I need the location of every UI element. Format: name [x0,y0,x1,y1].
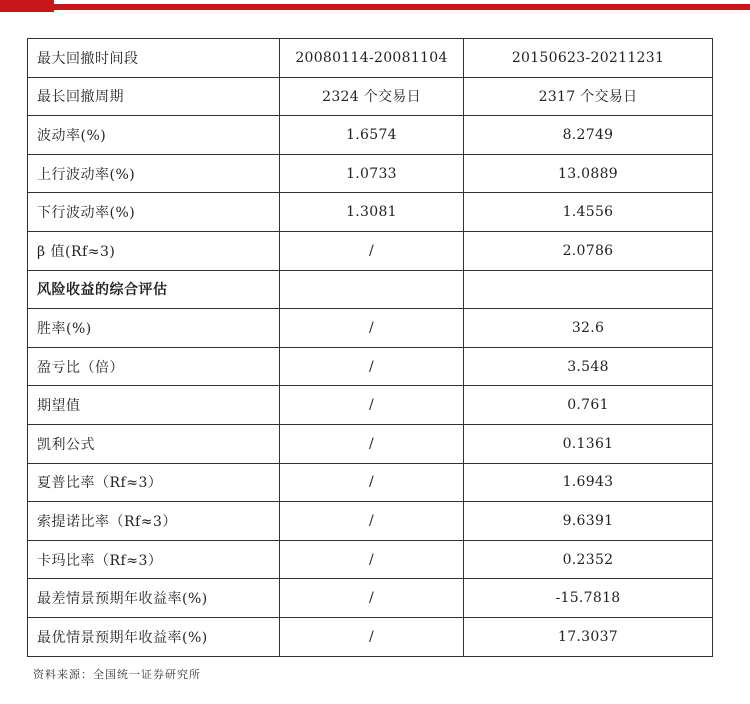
period-2-value: 20150623-20211231 [464,39,713,78]
period-1-value: 1.3081 [280,193,464,232]
period-1-value: / [280,347,464,386]
period-1-value: / [280,309,464,348]
table-row [28,617,713,656]
row-label: β 值(Rf≈3) [28,231,280,270]
period-2-value: 1.4556 [464,193,713,232]
row-label: 最优情景预期年收益率(%) [28,617,280,656]
period-1-value: 20080114-20081104 [280,39,464,78]
row-label: 期望值 [28,386,280,425]
period-1-value: / [280,463,464,502]
row-label: 胜率(%) [28,309,280,348]
table-row [28,540,713,579]
table-section-row [28,270,713,309]
row-label: 最差情景预期年收益率(%) [28,579,280,618]
period-2-value: -15.7818 [464,579,713,618]
period-2-value: 0.1361 [464,424,713,463]
row-label: 盈亏比（倍） [28,347,280,386]
period-2-value: 13.0889 [464,154,713,193]
table-row [28,309,713,348]
table-row [28,579,713,618]
row-label: 卡玛比率（Rf≈3） [28,540,280,579]
period-2-value: 8.2749 [464,116,713,155]
table-row [28,154,713,193]
period-1-value: / [280,502,464,541]
period-2-value: 1.6943 [464,463,713,502]
period-1-value: / [280,231,464,270]
period-2-value: 0.2352 [464,540,713,579]
row-label: 波动率(%) [28,116,280,155]
period-1-value: / [280,579,464,618]
period-1-value: / [280,386,464,425]
row-label: 风险收益的综合评估 [28,270,280,309]
period-1-value: / [280,617,464,656]
row-label: 下行波动率(%) [28,193,280,232]
table-row [28,77,713,116]
row-label: 夏普比率（Rf≈3） [28,463,280,502]
row-label: 凯利公式 [28,424,280,463]
table-row [28,502,713,541]
row-label: 索提诺比率（Rf≈3） [28,502,280,541]
table-row [28,347,713,386]
period-2-value: 0.761 [464,386,713,425]
table-row [28,231,713,270]
period-2-value: 2.0786 [464,231,713,270]
period-2-value: 32.6 [464,309,713,348]
period-1-value: 1.6574 [280,116,464,155]
metrics-table [27,38,713,657]
table-row [28,463,713,502]
period-1-value: / [280,540,464,579]
header-accent-bar [0,0,750,12]
table-row [28,116,713,155]
table-row [28,39,713,78]
period-2-value: 3.548 [464,347,713,386]
header-accent-line [0,4,750,10]
table-row [28,193,713,232]
row-label: 最长回撤周期 [28,77,280,116]
source-note: 资料来源：全国统一证券研究所 [33,668,201,681]
row-label: 上行波动率(%) [28,154,280,193]
period-1-value: 1.0733 [280,154,464,193]
table-row [28,386,713,425]
header-accent-block [0,0,54,12]
period-1-value: / [280,424,464,463]
period-1-value [280,270,464,309]
period-2-value: 2317 个交易日 [464,77,713,116]
table-row [28,424,713,463]
period-1-value: 2324 个交易日 [280,77,464,116]
metrics-table-body [28,39,713,657]
period-2-value: 9.6391 [464,502,713,541]
period-2-value: 17.3037 [464,617,713,656]
period-2-value [464,270,713,309]
row-label: 最大回撤时间段 [28,39,280,78]
